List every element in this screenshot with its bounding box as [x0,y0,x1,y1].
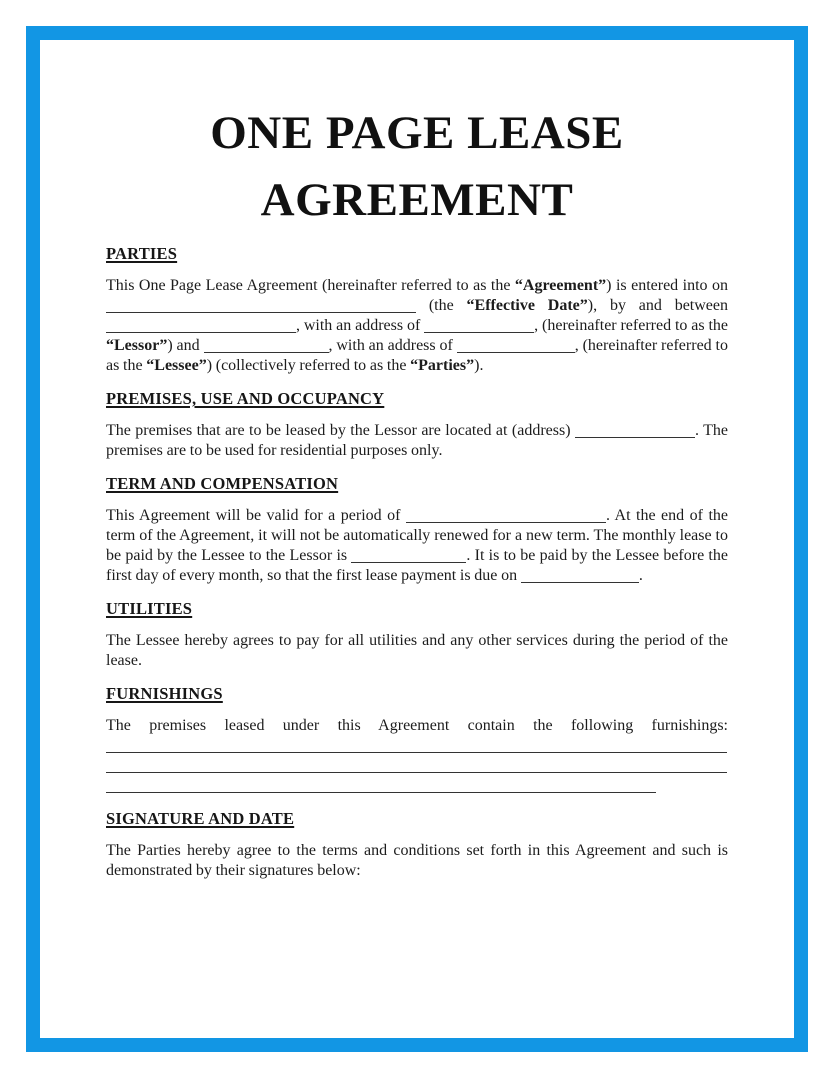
section-heading: SIGNATURE AND DATE [106,809,295,828]
text-run: . It is to be paid by the Lessee before the first day of every month, so that the first lease payment is due on [106,547,728,584]
defined-term: “Agreement” [514,277,607,294]
paragraph [106,506,728,586]
fill-in-blank [424,320,534,333]
fill-in-blank [521,570,639,583]
defined-term: “Effective Date” [466,297,588,314]
document-content [106,40,728,881]
paragraph [106,631,728,671]
fill-in-blank [351,550,466,563]
paragraph [106,421,728,461]
fill-in-blank [457,340,575,353]
document-title [106,100,728,234]
paragraph [106,716,728,796]
defined-term: “Parties” [410,357,475,374]
text-run: ). [474,357,484,374]
text-run: This One Page Lease Agreement (hereinafter referred to as the [106,277,515,294]
text-run: The premises leased under this Agreement contain the following furnishings: [106,717,728,734]
section-heading: TERM AND COMPENSATION [106,474,339,493]
section-term-and-compensation [106,474,728,586]
text-run: , with an address of [296,317,425,334]
text-run: The premises that are to be leased by the Lessor are located at (address) [106,422,575,439]
fill-in-blank [106,300,416,313]
section-premises-use-and-occupancy [106,389,728,461]
text-run: ) (collectively referred to as the [206,357,411,374]
text-run: The Parties hereby agree to the terms and conditions set forth in this Agreement and such is demonstrated by their signatures below: [106,842,728,879]
text-run: This Agreement will be valid for a period of [106,507,406,524]
fill-in-blank [204,340,329,353]
paragraph [106,841,728,881]
text-run: . [638,567,643,584]
section-parties [106,244,728,376]
title-line-2: AGREEMENT [260,174,574,226]
section-heading: PREMISES, USE AND OCCUPANCY [106,389,385,408]
section-heading: FURNISHINGS [106,684,223,703]
text-run: , (hereinafter referred to as the [106,337,728,374]
text-run: ) and [167,337,204,354]
text-run: , with an address of [328,337,457,354]
fill-in-blank [106,780,656,793]
fill-in-blank [106,740,727,753]
section-furnishings [106,684,728,796]
text-run: . At the end of the term of the Agreement, it will not be automatically renewed for a new term. The monthly lease to be paid by the Lessee to the Lessor is [106,507,728,564]
sections [106,244,728,881]
text-run: The Lessee hereby agrees to pay for all utilities and any other services during the period of the lease. [106,632,728,669]
text-run: , (hereinafter referred to as the [534,317,728,334]
fill-in-blank [106,760,727,773]
section-heading: UTILITIES [106,599,193,618]
text-run: ) is entered into on [606,277,728,294]
text-run: . The premises are to be used for residential purposes only. [106,422,728,459]
section-signature-and-date [106,809,728,881]
text-run: (the [416,297,467,314]
section-utilities [106,599,728,671]
defined-term: “Lessee” [146,357,207,374]
fill-in-blank [106,320,296,333]
title-line-1: ONE PAGE LEASE [210,107,624,159]
section-heading: PARTIES [106,244,178,263]
paragraph [106,276,728,376]
fill-in-blank [575,425,695,438]
defined-term: “Lessor” [106,337,168,354]
text-run: ), by and between [587,297,729,314]
fill-in-blank [406,510,606,523]
